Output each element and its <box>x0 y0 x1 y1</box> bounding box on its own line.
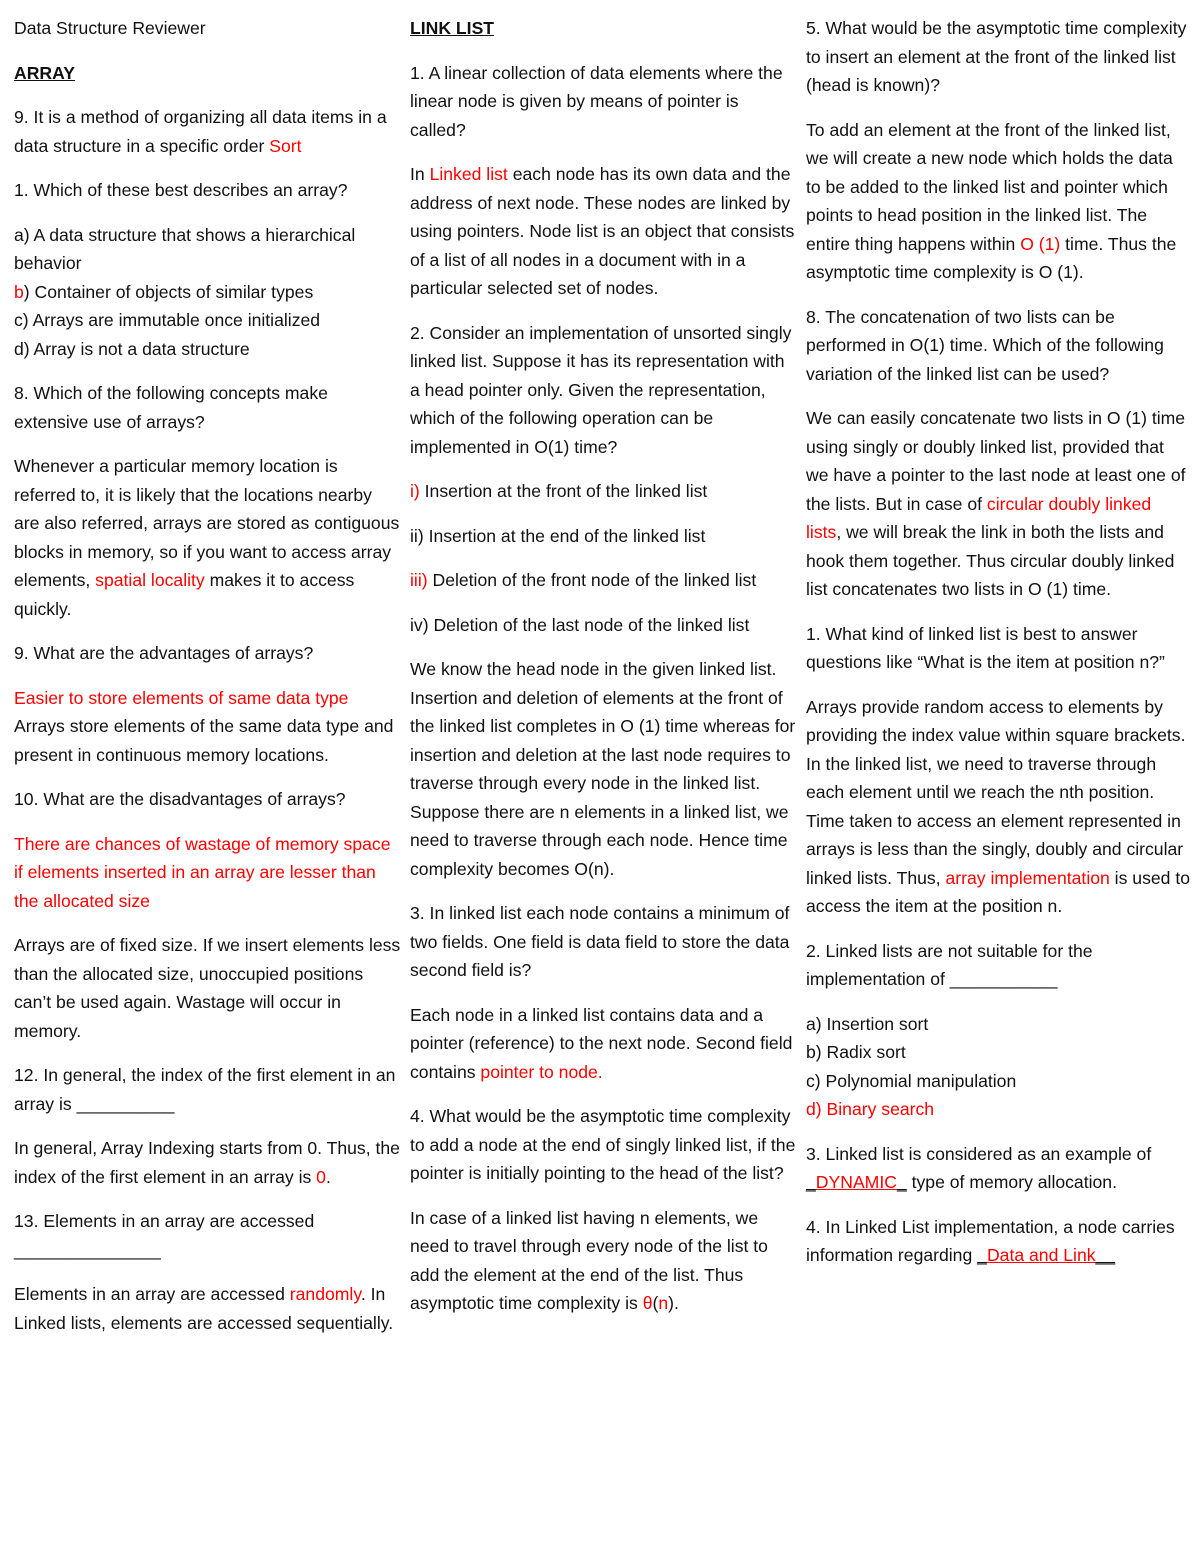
answer-1-linked: In Linked list each node has its own data and the address of next node. These nodes are linked by using pointers. Node list is an object that consists of a list of all nodes in a document with in a particular selected set of nodes. <box>410 164 795 298</box>
option-c: c) Arrays are immutable once initialized <box>14 310 321 330</box>
answer-pointer-to-node: pointer to node. <box>480 1061 603 1082</box>
option-a: a) Insertion sort <box>806 1013 929 1034</box>
answer-randomly: randomly <box>289 1284 361 1304</box>
option-d: d) Array is not a data structure <box>14 338 250 359</box>
answer-5-linked: To add an element at the front of the linked list, we will create a new node which holds the data to be added to the linked list and pointer which points to head position in the linked list. The entire thing happens within O (1) time. Thus the asymptotic time complexity is O (1). <box>806 119 1177 282</box>
answer-sort: Sort <box>269 135 302 156</box>
column-link-list <box>410 14 798 1334</box>
option-d: d) Binary search <box>806 1099 935 1119</box>
answer-spatial-locality: spatial locality <box>95 570 205 590</box>
answer-8-linked: We can easily concatenate two lists in O (1) time using singly or doubly linked list, provided that we have a pointer to the last node at least one of the lists. But in case of circular doubly linked lists, we will break the link in both the lists and hook them together. Thus circular doubly linked list concatenates two lists in O (1) time. <box>806 408 1186 599</box>
option-a: a) A data structure that shows a hierarchical behavior <box>14 224 356 273</box>
question-4-node-info: 4. In Linked List implementation, a node carries information regarding _Data and Link__ <box>806 1216 1175 1265</box>
answer-circular-doubly: circular doubly linked lists <box>806 493 1152 542</box>
answer-dynamic: DYNAMIC <box>815 1172 897 1192</box>
question-12-index: 12. In general, the index of the first element in an array is __________ <box>14 1065 396 1114</box>
document-title: Data Structure Reviewer <box>14 18 206 38</box>
answer-2-linked: We know the head node in the given linked list. Insertion and deletion of elements at the front of the linked list completes in O (1) time whereas for insertion and deletion at the last node requires to traverse through every node in the linked list. Suppose there are n elements in a linked list, we need to traverse through each node. Hence time complexity becomes O(n). <box>410 659 796 879</box>
question-9-sort: 9. It is a method of organizing all data items in a data structure in a specific order Sort <box>14 107 387 156</box>
answer-8-array: Whenever a particular memory location is referred to, it is likely that the locations nearby are also referred, arrays are stored as contiguous blocks in memory, so if you want to access array elements, spatial locality makes it to access quickly. <box>14 456 400 619</box>
answer-13-access: Elements in an array are accessed randomly. In Linked lists, elements are accessed sequentially. <box>14 1284 394 1333</box>
answer-10-disadvantages: There are chances of wastage of memory space if elements inserted in an array are lesser than the allocated size <box>14 833 391 911</box>
answer-9-advantages: Easier to store elements of same data type Arrays store elements of the same data type and present in continuous memory locations. <box>14 684 402 770</box>
answer-same-data-type: Easier to store elements of same data type <box>14 687 349 708</box>
section-heading-array: ARRAY <box>14 62 75 83</box>
option-iii: iii) Deletion of the front node of the linked list <box>410 570 757 590</box>
answer-12-index: In general, Array Indexing starts from 0. Thus, the index of the first element in an array is 0. <box>14 1138 400 1187</box>
question-4-linked: 4. What would be the asymptotic time complexity to add a node at the end of singly linked list, if the pointer is initially pointing to the head of the list? <box>410 1106 796 1183</box>
question-1-position: 1. What kind of linked list is best to answer questions like “What is the item at position n?” <box>806 623 1165 672</box>
section-heading-link-list: LINK LIST <box>410 18 495 38</box>
answer-4-linked: In case of a linked list having n elements, we need to travel through every node of the list to add the element at the end of the list. Thus asymptotic time complexity is θ(n). <box>410 1207 768 1313</box>
column-array <box>14 14 402 1353</box>
answer-array-implementation: array implementation <box>945 867 1110 888</box>
answer-data-and-link: Data and Link <box>986 1245 1096 1265</box>
question-9-advantages: 9. What are the advantages of arrays? <box>14 643 314 663</box>
question-8-array: 8. Which of the following concepts make extensive use of arrays? <box>14 383 328 432</box>
explanation-10: Arrays are of fixed size. If we insert elements less than the allocated size, unoccupied positions can’t be used again. Wastage will occur in memory. <box>14 935 401 1041</box>
question-8-linked: 8. The concatenation of two lists can be performed in O(1) time. Which of the following variation of the linked list can be used? <box>806 306 1164 384</box>
answer-n: n <box>658 1293 669 1313</box>
question-1-array: 1. Which of these best describes an array? <box>14 180 348 200</box>
answer-o1: O (1) <box>1020 233 1061 254</box>
option-b: b) Radix sort <box>806 1042 906 1062</box>
question-3-dynamic: 3. Linked list is considered as an example of _DYNAMIC_ type of memory allocation. <box>806 1143 1152 1192</box>
column-linked-list-continued <box>806 14 1190 1286</box>
question-2-linked: 2. Consider an implementation of unsorted singly linked list. Suppose it has its representation with a head pointer only. Given the representation, which of the following operation can be implemented in O(1) time? <box>410 322 792 457</box>
option-ii: ii) Insertion at the end of the linked list <box>410 525 706 546</box>
question-3-linked: 3. In linked list each node contains a minimum of two fields. One field is data field to store the data second field is? <box>410 903 790 980</box>
question-1-linked: 1. A linear collection of data elements where the linear node is given by means of pointer is called? <box>410 62 783 140</box>
question-5-linked: 5. What would be the asymptotic time complexity to insert an element at the front of the linked list (head is known)? <box>806 18 1187 95</box>
answer-1-position: Arrays provide random access to elements by providing the index value within square brackets. In the linked list, we need to traverse through each element until we reach the nth position. Time taken to access an element represented in arrays is less than the singly, doubly and circular linked lists. Thus, array implementation is used to access the item at the position n. <box>806 696 1190 916</box>
options-1-array <box>14 221 402 364</box>
answer-theta: θ <box>642 1293 653 1313</box>
option-c: c) Polynomial manipulation <box>806 1070 1017 1091</box>
option-b: b) Container of objects of similar types <box>14 281 314 302</box>
answer-linked-list: Linked list <box>429 164 508 184</box>
option-i: i) Insertion at the front of the linked list <box>410 481 708 501</box>
question-10-disadvantages: 10. What are the disadvantages of arrays? <box>14 789 346 809</box>
option-iv: iv) Deletion of the last node of the linked list <box>410 614 750 635</box>
answer-zero: 0 <box>316 1166 326 1187</box>
answer-3-linked: Each node in a linked list contains data and a pointer (reference) to the next node. Second field contains pointer to node. <box>410 1004 793 1082</box>
question-13-access: 13. Elements in an array are accessed _______________ <box>14 1207 402 1264</box>
answer-blank: _______________ <box>14 1239 161 1260</box>
question-2-not-suitable: 2. Linked lists are not suitable for the implementation of ___________ <box>806 940 1093 989</box>
options-2-not-suitable <box>806 1010 1190 1124</box>
